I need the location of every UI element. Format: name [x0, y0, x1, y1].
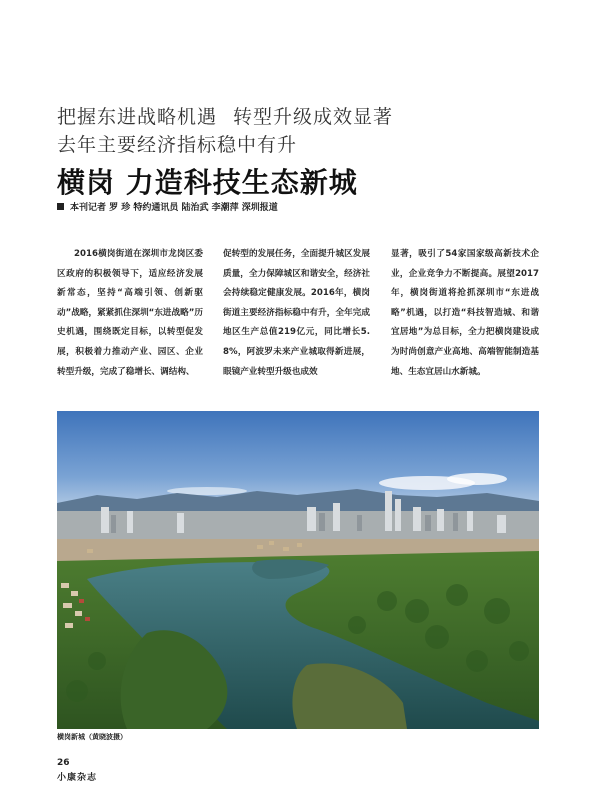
headline-line-1	[57, 102, 393, 129]
article-column-2: 促转型的发展任务，全面提升城区发展质量，全力保障城区和谐安全，经济社会持续稳定健康发展。2016年，横岗街道主要经济指标稳中有升，全年完成地区生产总值219亿元，同比增长5.8%，阿波罗未来产业城取得新进展，眼镜产业转型升级也成效	[223, 249, 370, 377]
article-column-1: 2016横岗街道在深圳市龙岗区委区政府的积极领导下，适应经济发展新常态，坚持“高端引领、创新驱动”战略，紧紧抓住深圳“东进战略”历史机遇，围绕既定目标，以转型促发展，积极着力推动产业、园区、企业转型升级，完成了稳增长、调结构、	[57, 249, 203, 377]
article-title: 横岗 力造科技生态新城	[57, 166, 358, 199]
magazine-name: 小康杂志	[57, 773, 98, 783]
headline-line-2: 去年主要经济指标稳中有升	[57, 134, 298, 156]
byline	[57, 200, 278, 213]
headline-part-a: 把握东进战略机遇	[57, 106, 218, 128]
photo-caption: 横岗新城（黄晓波摄）	[57, 733, 127, 741]
aerial-city-photo	[57, 411, 539, 729]
page-number: 26	[57, 758, 70, 768]
byline-text: 本刊记者 罗 珍 特约通讯员 陆治武 李潮萍 深圳报道	[70, 203, 278, 213]
square-bullet-icon	[57, 203, 64, 210]
headline-part-b: 转型升级成效显著	[233, 106, 394, 128]
article-column-3: 显著，吸引了54家国家级高新技术企业，企业竞争力不断提高。展望2017年，横岗街道将抢抓深圳市“东进战略”机遇，以打造“科技智造城、和谐宜居地”为总目标，全力把横岗建设成为时尚创意产业高地、高端智能制造基地、生态宜居山水新城。	[391, 249, 539, 377]
